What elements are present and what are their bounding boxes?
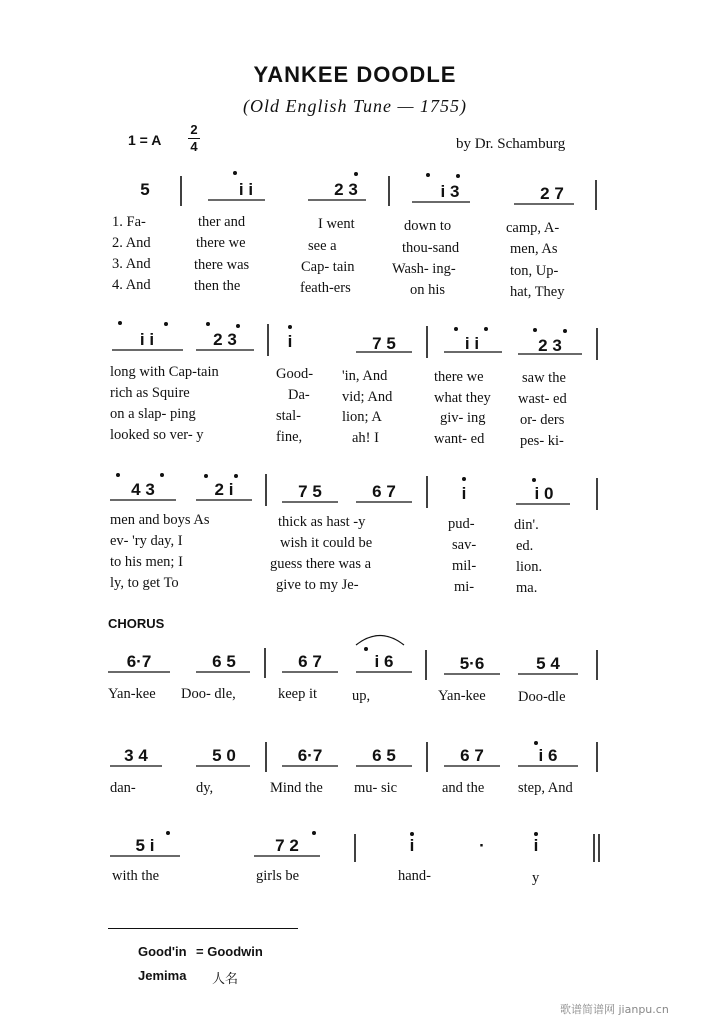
note-group: 6 5 — [212, 652, 236, 671]
note-group: 5 — [140, 180, 150, 199]
note-group: 5·6 — [459, 654, 485, 673]
lyric: girls be — [256, 868, 300, 884]
lyric: 3. And — [112, 256, 151, 272]
note-group: 6 7 — [372, 482, 396, 501]
key-signature: 1 = A — [128, 132, 162, 148]
lyric: guess there was a — [270, 556, 372, 572]
lyric: stal- — [276, 408, 301, 424]
lyric: Good- — [276, 366, 314, 382]
lyric: long with Cap-tain — [110, 364, 219, 380]
lyric: or- ders — [520, 412, 565, 428]
lyric: what they — [434, 390, 491, 406]
lyric: ah! I — [352, 430, 379, 446]
note-group: 2 i — [214, 480, 234, 499]
lyric: wast- ed — [518, 391, 567, 407]
lyric: Yan-kee — [438, 688, 486, 704]
lyric: lion; A — [342, 409, 382, 425]
footnote-term: Jemima — [138, 968, 187, 983]
note-group: i — [461, 484, 467, 503]
time-signature-top: 2 — [190, 122, 198, 137]
note-group: i 6 — [374, 652, 394, 671]
lyric: Cap- tain — [301, 259, 355, 275]
note-group: 2 3 — [213, 330, 237, 349]
time-signature-bottom: 4 — [190, 139, 198, 154]
lyric: up, — [352, 688, 371, 704]
lyric: pud- — [448, 516, 475, 532]
lyric: pes- ki- — [520, 433, 564, 449]
note-group: 5 0 — [212, 746, 236, 765]
note-group: 4 3 — [131, 480, 155, 499]
note-group: 2 3 — [334, 180, 358, 199]
lyric: to his men; I — [110, 554, 183, 570]
lyric: there we — [196, 235, 246, 251]
lyric: din'. — [514, 517, 539, 533]
lyric: y — [532, 870, 540, 886]
lyric: feath-ers — [300, 280, 351, 296]
lyric: keep it — [278, 686, 318, 702]
lyric: mi- — [454, 579, 475, 595]
note-group: · — [479, 836, 485, 855]
lyric: vid; And — [342, 389, 393, 405]
lyric: men, As — [510, 241, 558, 257]
note-group: i 3 — [440, 182, 460, 201]
note-group: 5 4 — [536, 654, 560, 673]
lyric: Doo-dle — [518, 689, 566, 705]
lyric: ed. — [516, 538, 534, 554]
note-group: 6·7 — [126, 652, 152, 671]
lyric: sav- — [452, 537, 477, 553]
lyric: give to my Je- — [276, 577, 359, 593]
lyric: Yan-kee — [108, 686, 156, 702]
lyric: Wash- ing- — [392, 261, 456, 277]
note-group: 7 2 — [275, 836, 299, 855]
lyric: ev- 'ry day, I — [110, 533, 183, 549]
lyric: mu- sic — [354, 780, 398, 796]
lyric: giv- ing — [440, 410, 486, 426]
lyric: hand- — [398, 868, 432, 884]
note-group: i i — [139, 330, 155, 349]
lyric: looked so ver- y — [110, 427, 204, 443]
lyric: and the — [442, 780, 485, 796]
lyric: lion. — [516, 559, 543, 575]
lyric: fine, — [276, 429, 303, 445]
note-group: 7 5 — [298, 482, 322, 501]
note-group: 5 i — [135, 836, 155, 855]
footnote-definition: = Goodwin — [196, 944, 263, 959]
lyric: ma. — [516, 580, 538, 596]
lyric: 4. And — [112, 277, 151, 293]
lyric: Mind the — [270, 780, 323, 796]
lyric: want- ed — [434, 431, 485, 447]
footnote-term: Good'in — [138, 944, 187, 959]
watermark: 歌谱简谱网 jianpu.cn — [560, 1003, 669, 1016]
lyric: Da- — [288, 387, 310, 403]
lyric: mil- — [452, 558, 477, 574]
lyric: ly, to get To — [110, 575, 179, 591]
lyric: there we — [434, 369, 484, 385]
lyric: on his — [410, 282, 446, 298]
note-group: 6 7 — [460, 746, 484, 765]
note-group: 2 3 — [538, 336, 562, 355]
lyric: dy, — [196, 780, 214, 796]
song-subtitle: (Old English Tune — 1755) — [242, 96, 467, 116]
lyric: men and boys As — [110, 512, 210, 528]
lyric: I went — [318, 216, 355, 232]
lyric: wish it could be — [280, 535, 373, 551]
note-group: 6 5 — [372, 746, 396, 765]
note-group: i i — [464, 334, 480, 353]
song-title: YANKEE DOODLE — [253, 62, 457, 87]
lyric: saw the — [522, 370, 566, 386]
note-group: 6·7 — [297, 746, 323, 765]
note-group: 3 4 — [124, 746, 148, 765]
lyric: on a slap- ping — [110, 406, 196, 422]
chorus-label: CHORUS — [108, 616, 165, 631]
lyric: thou-sand — [402, 240, 460, 256]
note-group: 6 7 — [298, 652, 322, 671]
lyric: with the — [112, 868, 160, 884]
note-group: 7 5 — [372, 334, 396, 353]
lyric: 'in, And — [342, 368, 388, 384]
lyric: there was — [194, 257, 250, 273]
lyric: then the — [194, 278, 241, 294]
note-group: i — [287, 332, 293, 351]
lyric: 1. Fa- — [112, 214, 146, 230]
lyric: see a — [308, 238, 337, 254]
note-group: i — [533, 836, 539, 855]
lyric: down to — [404, 218, 452, 234]
note-group: i 0 — [534, 484, 554, 503]
lyric: rich as Squire — [110, 385, 190, 401]
lyric: camp, A- — [506, 220, 560, 236]
lyric: hat, They — [510, 284, 565, 300]
lyric: ton, Up- — [510, 263, 559, 279]
note-group: i — [409, 836, 415, 855]
lyric: Doo- dle, — [181, 686, 236, 702]
author: by Dr. Schamburg — [456, 136, 566, 152]
lyric: step, And — [518, 780, 573, 796]
lyric: dan- — [110, 780, 136, 796]
footnote-divider — [108, 928, 298, 929]
time-signature — [188, 122, 200, 155]
lyric: thick as hast -y — [278, 514, 366, 530]
note-group: 2 7 — [540, 184, 564, 203]
note-group: i 6 — [538, 746, 558, 765]
note-group: i i — [238, 180, 254, 199]
lyric: ther and — [198, 214, 246, 230]
footnote-definition: 人名 — [212, 972, 239, 987]
lyric: 2. And — [112, 235, 151, 251]
